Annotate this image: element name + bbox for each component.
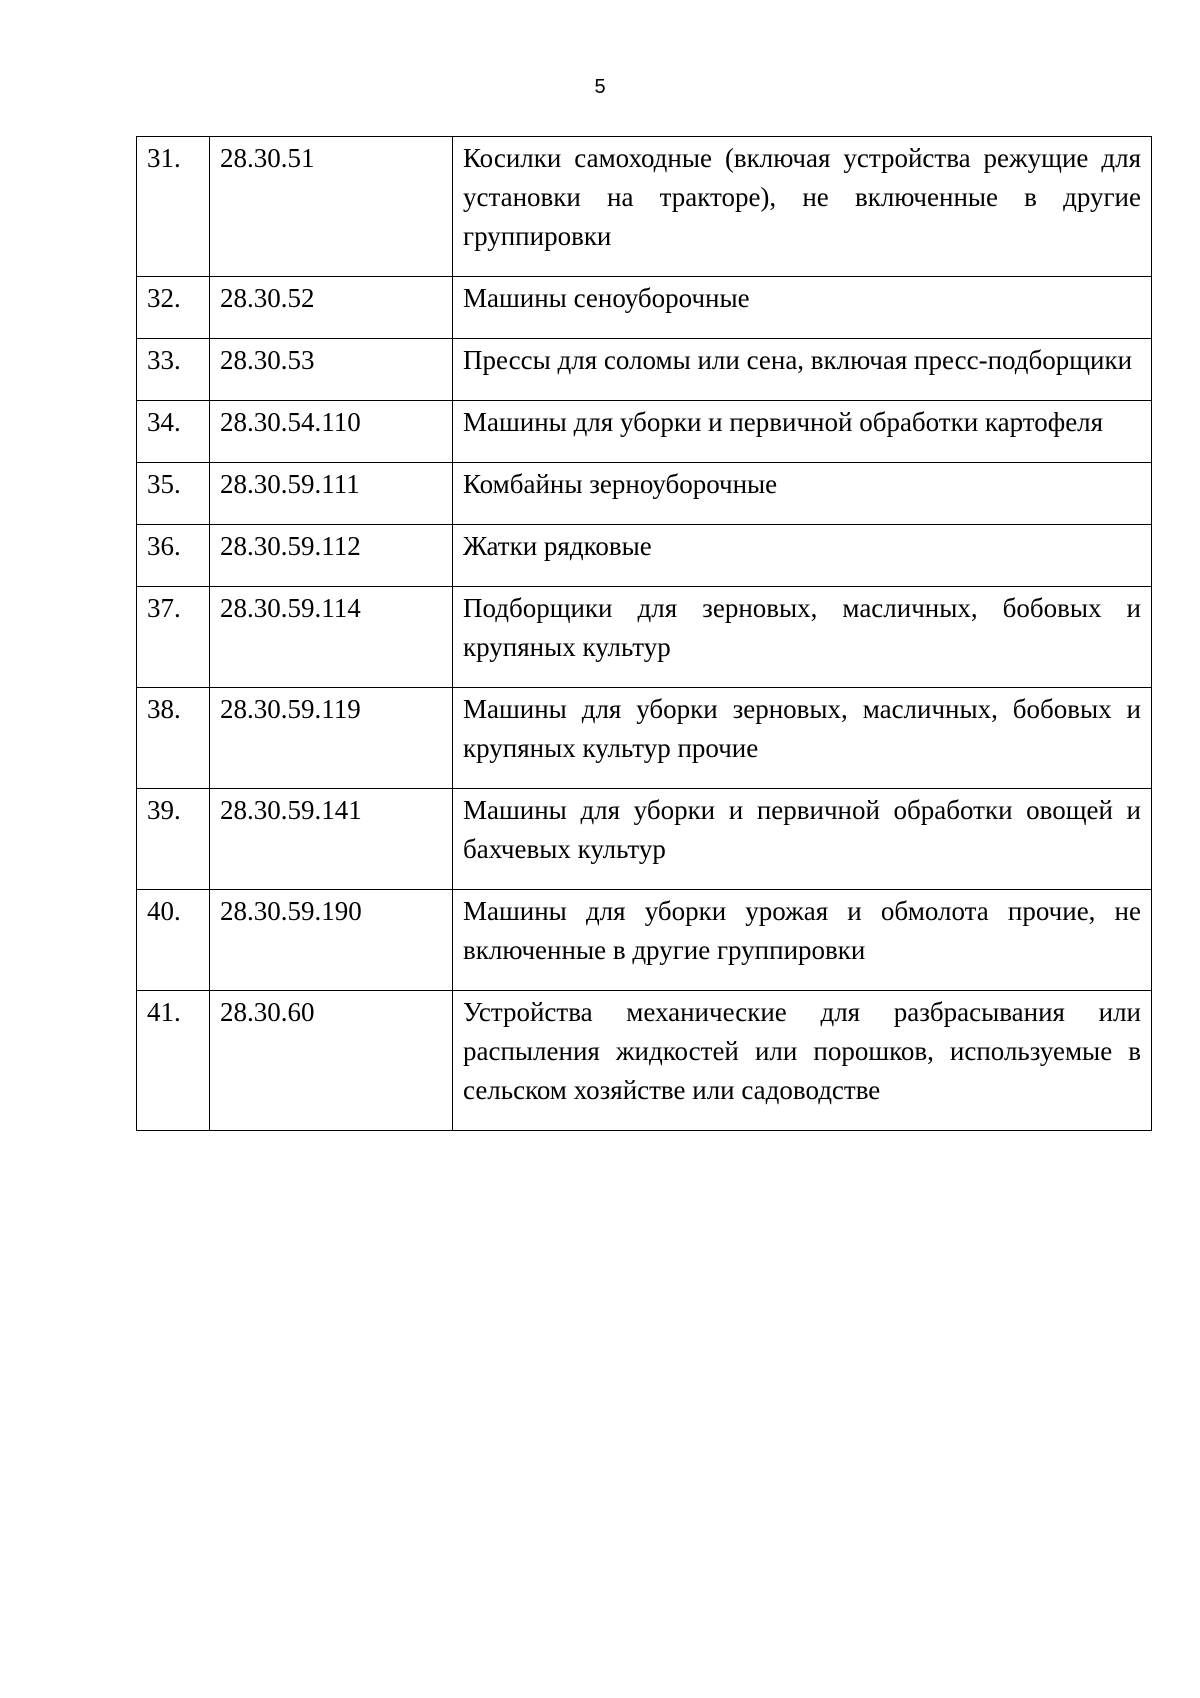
table-row — [137, 587, 1152, 688]
row-description: Машины для уборки и первичной обработки овощей и бахчевых культур — [453, 789, 1152, 890]
page-number: 5 — [594, 76, 606, 98]
row-description: Устройства механические для разбрасывания или распыления жидкостей или порошков, используемые в сельском хозяйстве или садоводстве — [453, 991, 1152, 1131]
table-row — [137, 525, 1152, 587]
row-description: Комбайны зерноуборочные — [453, 463, 1152, 525]
row-code: 28.30.59.141 — [210, 789, 453, 890]
row-number: 35. — [137, 463, 210, 525]
row-code: 28.30.54.110 — [210, 401, 453, 463]
table-row — [137, 277, 1152, 339]
row-number: 41. — [137, 991, 210, 1131]
row-code: 28.30.52 — [210, 277, 453, 339]
row-code: 28.30.53 — [210, 339, 453, 401]
codes-table-body — [137, 137, 1152, 1131]
table-row — [137, 137, 1152, 277]
row-description: Прессы для соломы или сена, включая пресс-подборщики — [453, 339, 1152, 401]
codes-table — [136, 136, 1152, 1131]
table-row — [137, 688, 1152, 789]
row-code: 28.30.60 — [210, 991, 453, 1131]
table-row — [137, 890, 1152, 991]
row-number: 37. — [137, 587, 210, 688]
row-number: 40. — [137, 890, 210, 991]
row-number: 33. — [137, 339, 210, 401]
row-number: 38. — [137, 688, 210, 789]
row-code: 28.30.59.119 — [210, 688, 453, 789]
row-number: 39. — [137, 789, 210, 890]
row-code: 28.30.59.190 — [210, 890, 453, 991]
row-number: 31. — [137, 137, 210, 277]
row-description: Жатки рядковые — [453, 525, 1152, 587]
row-number: 32. — [137, 277, 210, 339]
row-description: Машины для уборки и первичной обработки картофеля — [453, 401, 1152, 463]
table-row — [137, 789, 1152, 890]
row-code: 28.30.59.111 — [210, 463, 453, 525]
row-number: 34. — [137, 401, 210, 463]
row-description: Машины сеноуборочные — [453, 277, 1152, 339]
table-row — [137, 339, 1152, 401]
row-code: 28.30.59.114 — [210, 587, 453, 688]
row-code: 28.30.59.112 — [210, 525, 453, 587]
row-description: Машины для уборки зерновых, масличных, бобовых и крупяных культур прочие — [453, 688, 1152, 789]
row-description: Подборщики для зерновых, масличных, бобовых и крупяных культур — [453, 587, 1152, 688]
table-row — [137, 401, 1152, 463]
row-description: Машины для уборки урожая и обмолота прочие, не включенные в другие группировки — [453, 890, 1152, 991]
row-description: Косилки самоходные (включая устройства режущие для установки на тракторе), не включенные в другие группировки — [453, 137, 1152, 277]
row-number: 36. — [137, 525, 210, 587]
row-code: 28.30.51 — [210, 137, 453, 277]
table-row — [137, 991, 1152, 1131]
table-row — [137, 463, 1152, 525]
